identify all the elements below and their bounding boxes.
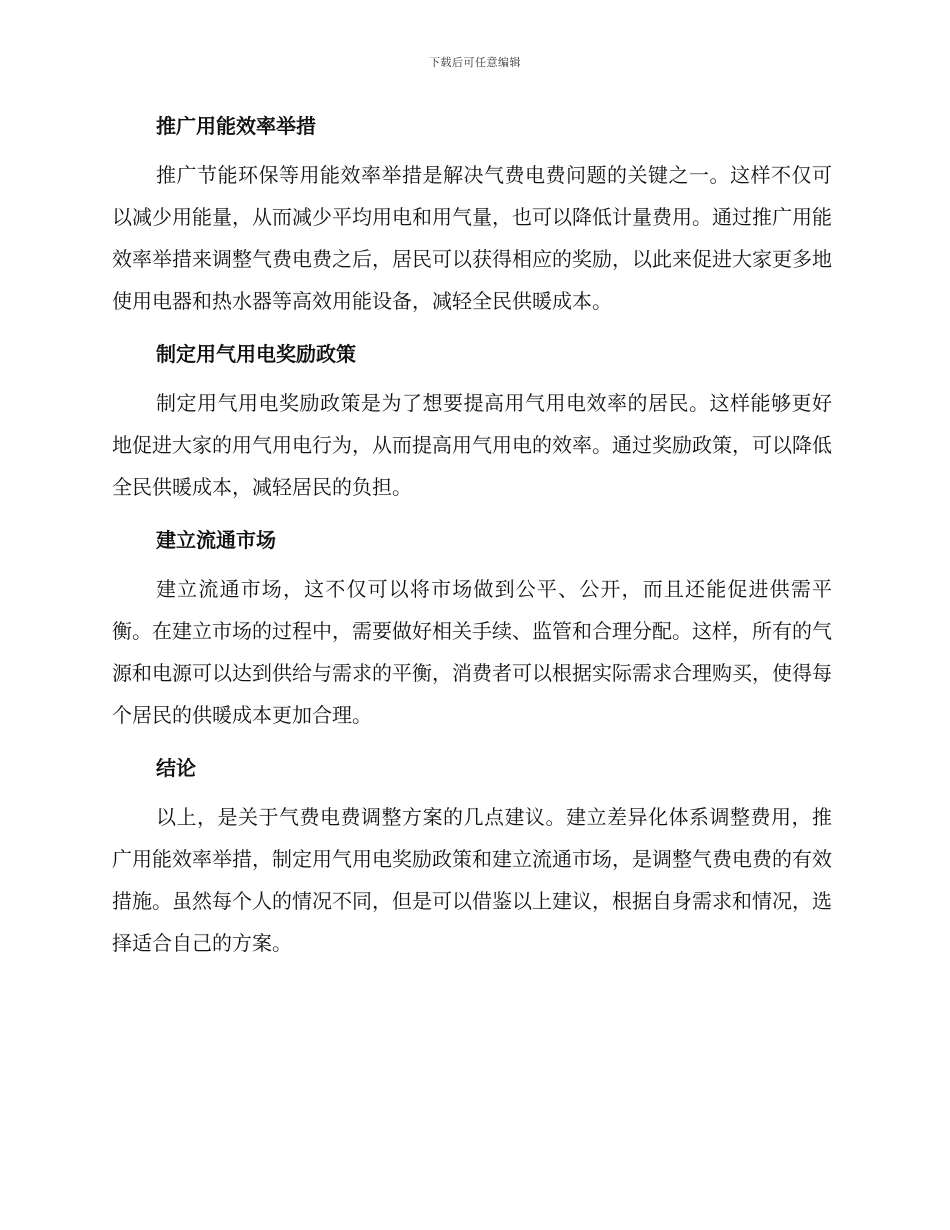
section-reward-policy — [112, 336, 832, 508]
section-heading: 制定用气用电奖励政策 — [156, 342, 356, 366]
page-header: 下载后可任意编辑 — [429, 56, 521, 69]
section-heading: 建立流通市场 — [156, 528, 276, 552]
section-heading: 结论 — [156, 756, 196, 780]
section-paragraph: 推广节能环保等用能效率举措是解决气费电费问题的关键之一。这样不仅可以减少用能量，从而减少平均用电和用气量，也可以降低计量费用。通过推广用能效率举措来调整气费电费之后，居民可以获得相应的奖励，以此来促进大家更多地使用电器和热水器等高效用能设备，减轻全民供暖成本。 — [112, 163, 832, 313]
section-paragraph: 建立流通市场，这不仅可以将市场做到公平、公开，而且还能促进供需平衡。在建立市场的过程中，需要做好相关手续、监管和合理分配。这样，所有的气源和电源可以达到供给与需求的平衡，消费者可以根据实际需求合理购买，使得每个居民的供暖成本更加合理。 — [112, 577, 832, 727]
section-paragraph: 制定用气用电奖励政策是为了想要提高用气用电效率的居民。这样能够更好地促进大家的用气用电行为，从而提高用气用电的效率。通过奖励政策，可以降低全民供暖成本，减轻居民的负担。 — [112, 391, 832, 499]
section-paragraph: 以上，是关于气费电费调整方案的几点建议。建立差异化体系调整费用，推广用能效率举措，制定用气用电奖励政策和建立流通市场，是调整气费电费的有效措施。虽然每个人的情况不同，但是可以借鉴以上建议，根据自身需求和情况，选择适合自己的方案。 — [112, 805, 832, 955]
section-energy-efficiency — [112, 108, 832, 322]
section-market — [112, 522, 832, 736]
section-heading: 推广用能效率举措 — [156, 114, 316, 138]
document-body — [112, 108, 832, 978]
section-conclusion — [112, 750, 832, 964]
